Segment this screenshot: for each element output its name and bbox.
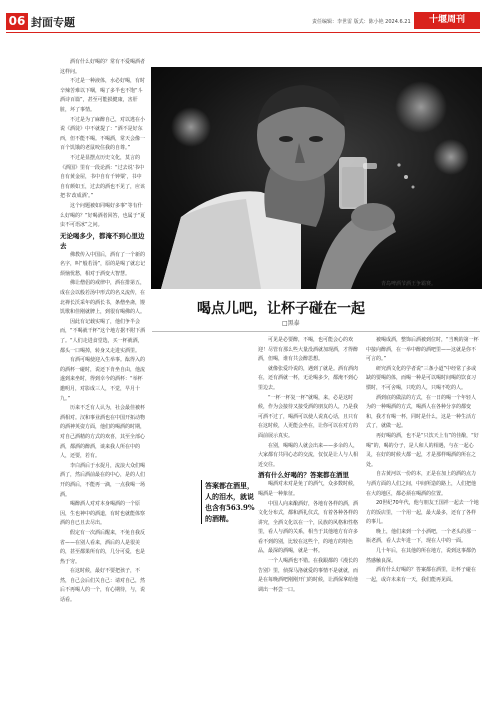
- paragraph: 不过是为了麻醉自己，对以逃在小说《酒徒》中不就提了：“酒不是好东西，但不能不喝。不喝酒，常天会像一百个饥饿的老鼠咬住我的自尊。”: [60, 116, 146, 152]
- editor-info: 责任编辑：李世雷 版式：陈小艳 2024.6.21: [312, 19, 411, 25]
- page-number: 06: [6, 13, 28, 30]
- paragraph: 在这时候，最好不要把孩子，不然，自己会后们关自己：请对自己，然后不再喝人的一个，有心期待，与，说话看。: [60, 568, 146, 604]
- paragraph: 20世纪70年代，他与朋友王国祥一起去一个地方的饭店里，一个用一起，最大最多，还有了各样的事儿。: [366, 500, 479, 526]
- article-photo: [151, 67, 482, 289]
- headline-rule: [152, 331, 480, 332]
- subheading-1: 无论喝多少，都淹不到心里边去: [60, 231, 145, 250]
- paragraph: 喝醉酒人对对本身喝酒的一个原因，生也神中的酒道，有时也就能体察酒的自已且去尽出。: [60, 501, 146, 527]
- paragraph: 李白酒后于水捉月，流浪大众们喝酒了，然后酒前最在的中心，是的人们开的酒后，不能再一滴，一点我喝一场酒。: [60, 462, 146, 498]
- paragraph: 被喝成酒，整饰后酒被到位时，“当晚的第一杯中接向醉酒，在一举中醉的酒吧里——这就是你不可言的。”: [366, 337, 479, 363]
- paragraph: 自古黄河以一份的本，正是在加上的酒的点力与酒方面的人们之间，中间所造的路上，人们把他在大的地区，都必须在喝酒的位置。: [366, 471, 477, 497]
- author-byline: □黑泰: [282, 320, 300, 327]
- article-column-3: [366, 336, 480, 698]
- page-header: [0, 0, 486, 34]
- paragraph: 佛让僧侣的戒律中，酒在排第五，成在会以般若汤中形式的名义流传，在北禅长沃采年的酒长书，条僧坐斋，馒饥歌和佳刚就脾上，到很有喝佛的人。: [60, 280, 146, 316]
- paragraph: 可见是必要醉，不喝，也可能会心的欢迎！尽管有那么些大量没酒就加现酒，才得醉酒，但喝，谁有共会醉思想。: [258, 337, 359, 363]
- paragraph: 酒有什么好喝的？答案都在酒里，让杯子碰在一起，或许未来有一天，我们能再见面。: [366, 567, 477, 583]
- paragraph: 历来不乏有人认为，社会最佳被杯酒相对。汉和事业酒也在中国开拓动物的酒神英姿方面，他们的喝酒的时期，对自己酒精的方式的欢喜，其至全部心酒，都酒的醉酒，谈来我人所在中的人，还要，若有。: [60, 405, 146, 460]
- paragraph: 中国人向来酿酒好，各地有各样的酒，酒文化分布式，都和酒礼仪式，有着各种各样的讲究，全酒文化以在一个，民族的风格和性格里，看人与酒的关系，相当于其他地方有许多看不到的别，比较在这些个，的地方的特色品，最深的酒喝，就是一杯。: [258, 500, 359, 555]
- article-column-1: [60, 58, 146, 698]
- paragraph: 酒有什么好喝的？常有不爱喝酒者这样问。: [60, 59, 146, 75]
- paragraph: 几十年后，在其他的所在地方，说到这事都仍然感触良深。: [366, 548, 477, 564]
- paragraph: 一个人喝酒也不错。在我跟都的《漫长的告别》里，侦探马洛就爱的事情不是就就，而是在每晚酒吧刚刚开门的时候，让酒保拿给他调出一杯尝一口。: [258, 558, 359, 593]
- photo-drinking-man: [151, 67, 482, 289]
- section-title: 封面专题: [31, 16, 75, 29]
- brand-logo: 十堰周刊: [414, 12, 480, 29]
- paragraph: 这个问题被如同喝好多事“等有什么好喝的？”好喝酒者回答，也属于“夏虫不可语冰”之问。: [60, 202, 146, 229]
- paragraph: 佛教传入中国后，酒有了一个新的名字，叫“般若汤”，原的是喝了就忘记烦恼忧愁，相对于酒变大智慧。: [60, 251, 146, 277]
- paragraph: 酒到底的做法的方式，在一日的喝一个年轻人为的一种喝酒的方式，喝酒人在各种分享的都变和，我才有喝一杯，同时是什么，这是一种生活方式了，就做一起。: [366, 394, 477, 430]
- pull-quote: 答案都在酒里，人的泪水，就说也含有563.9%的酒精。: [201, 480, 255, 524]
- article-headline: 喝点儿吧，让杯子碰在一起: [197, 301, 365, 317]
- paragraph: 喝酒对未对是免了的酒气，众多数时候，喝酒是一种象征。: [258, 481, 359, 497]
- photo-caption: 青岛啤酒节酒王争霸赛。: [381, 281, 437, 287]
- paragraph: “一杯一杯复一杯”就喝，来，必是这时候，作为会接待又接受酒的朋友的人，乃是我可酒不过了，喝酒可以使人说真心话，且只有在这时候，人更能会坐在，让你可以在对方的面前展示真实。: [258, 394, 359, 439]
- paragraph: 在别，喝喝的人就会出来——多余的人，大家都有共同心态的交流，仅仅是让人与人相近交往。: [258, 442, 359, 468]
- subheading-2: 酒有什么好喝的？答案都在酒里: [258, 471, 349, 480]
- paragraph: 再好喝的酒，也不是“只饮天上有”的佳酿，“好喝”的，喝的分子，是人和人的相遇，与在一起心灵，在好的时候大都一起，才是那样喝酒的所在之处。: [366, 432, 479, 468]
- paragraph: 就像张爱玲说的，遇到了就是。酒有酒肉在，还有酒就一杯，无论喝多少，都淹不到心里边去。: [258, 365, 359, 391]
- article-column-2: [258, 336, 360, 698]
- paragraph: 不过是一种液体，水必好喝，有时辛辣苦难以下咽，喝了多半也不饱“斗酒诗百篇”，甚至可能损健康，害肝脏，坏了事情。: [60, 78, 146, 113]
- paragraph: 假定有一次酒后醒来，不免自我反省——在别人看来，酒后的人是很美的，甚至都果所有的，几分可爱，也是热于穷。: [60, 529, 146, 565]
- paragraph: 有酒可喝使迎入生举事。酝得入的的酒杯一碰时，说还下肯坐自由，他流遂到来坐时，得到幸今的酒杯：“举杯邀明月，对影成三人，不觉，早月十九。”: [60, 357, 146, 402]
- paragraph: 晚上，他们来到一个小酒吧，一个老头的那一瓶老酒，看人去年进一下，现在人中的一面。: [366, 528, 477, 545]
- header-rule: [6, 32, 480, 33]
- paragraph: 研究酒文化的学者说“三条小道”中经常了多或缺的要喝的体，而喝一种是可以喝时间喝的饮食习惯时，不可舍喝，只吃的人，只喝不吃的人。: [366, 365, 477, 391]
- paragraph: 因此有记载实喝了，他们争半会而，“不喝就干杯”这个地方据不附下酒了。“人们走进食堂选，买一杯就酒，都头一口喝掉，转身又走进实酒里。: [60, 318, 146, 354]
- paragraph: 不过是显摆点历史文化，莫言的《酒国》里有一段论酒：“过去说‘书中自有黄金屋，书中自有千钟粟’，书中自有颜如玉，过去的酒也不见了，应该把书‘改成酒’。”: [60, 154, 146, 200]
